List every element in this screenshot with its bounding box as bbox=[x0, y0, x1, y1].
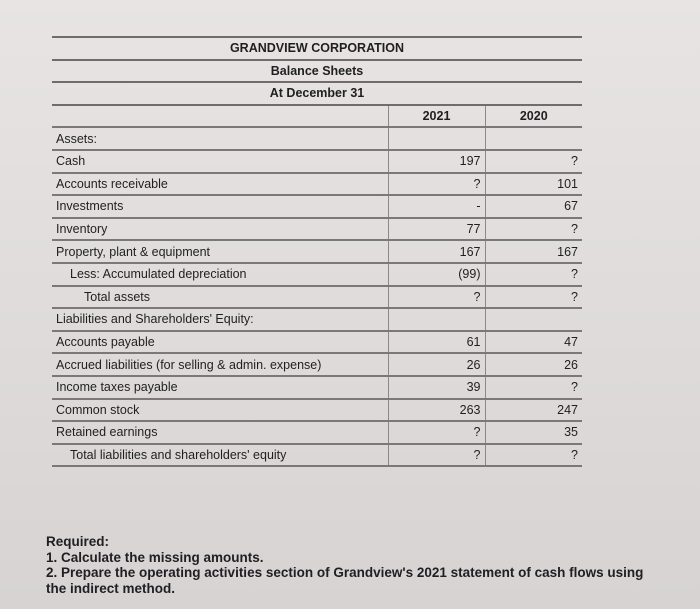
row-label-common-stock: Common stock bbox=[52, 399, 388, 422]
table-row bbox=[52, 286, 582, 309]
required-item-2: 2. Prepare the operating activities section of Grandview's 2021 statement of cash flows using the indirect method. bbox=[46, 565, 644, 596]
table-row bbox=[52, 421, 582, 444]
row-label-total-assets: Total assets bbox=[52, 286, 388, 309]
row-label-income-taxes-payable: Income taxes payable bbox=[52, 376, 388, 399]
column-header-2020: 2020 bbox=[485, 105, 582, 128]
row-label-total-liabilities-equity: Total liabilities and shareholders' equity bbox=[52, 444, 388, 467]
value-2021: - bbox=[388, 195, 485, 218]
statement-row bbox=[52, 60, 582, 83]
value-2021: 61 bbox=[388, 331, 485, 354]
value-2020: ? bbox=[485, 150, 582, 173]
value-2020: 47 bbox=[485, 331, 582, 354]
value-2020: ? bbox=[485, 444, 582, 467]
row-label-accounts-payable: Accounts payable bbox=[52, 331, 388, 354]
year-header-row bbox=[52, 105, 582, 128]
required-section bbox=[46, 534, 666, 596]
table-row bbox=[52, 399, 582, 422]
table-row bbox=[52, 173, 582, 196]
column-header-2021: 2021 bbox=[388, 105, 485, 128]
row-label-inventory: Inventory bbox=[52, 218, 388, 241]
value-2020: 67 bbox=[485, 195, 582, 218]
row-label-cash: Cash bbox=[52, 150, 388, 173]
value-2021: ? bbox=[388, 444, 485, 467]
table-row bbox=[52, 444, 582, 467]
table-row bbox=[52, 195, 582, 218]
table-row bbox=[52, 218, 582, 241]
company-name: GRANDVIEW CORPORATION bbox=[52, 37, 582, 60]
value-2021: 197 bbox=[388, 150, 485, 173]
row-label-investments: Investments bbox=[52, 195, 388, 218]
value-2020: 35 bbox=[485, 421, 582, 444]
date-row bbox=[52, 82, 582, 105]
statement-date: At December 31 bbox=[52, 82, 582, 105]
table-row bbox=[52, 240, 582, 263]
required-item-1: 1. Calculate the missing amounts. bbox=[46, 549, 264, 565]
balance-sheet-table bbox=[52, 36, 582, 467]
row-label-accrued-liabilities: Accrued liabilities (for selling & admin. expense) bbox=[52, 353, 388, 376]
value-2020: ? bbox=[485, 286, 582, 309]
value-2021: 26 bbox=[388, 353, 485, 376]
statement-title: Balance Sheets bbox=[52, 60, 582, 83]
row-label-assets: Assets: bbox=[52, 127, 388, 150]
table-row bbox=[52, 127, 582, 150]
value-2021: ? bbox=[388, 286, 485, 309]
table-row bbox=[52, 353, 582, 376]
table-row bbox=[52, 376, 582, 399]
table-row bbox=[52, 331, 582, 354]
required-title: Required: bbox=[46, 534, 110, 549]
table-row bbox=[52, 150, 582, 173]
value-2021: ? bbox=[388, 421, 485, 444]
value-2020 bbox=[485, 127, 582, 150]
row-label-retained-earnings: Retained earnings bbox=[52, 421, 388, 444]
value-2021: (99) bbox=[388, 263, 485, 286]
row-label-accounts-receivable: Accounts receivable bbox=[52, 173, 388, 196]
value-2021: 39 bbox=[388, 376, 485, 399]
value-2021: 263 bbox=[388, 399, 485, 422]
value-2021: 77 bbox=[388, 218, 485, 241]
row-label-accumulated-depreciation: Less: Accumulated depreciation bbox=[52, 263, 388, 286]
value-2020: 247 bbox=[485, 399, 582, 422]
row-label-liabilities-equity: Liabilities and Shareholders' Equity: bbox=[52, 308, 388, 331]
value-2020: 101 bbox=[485, 173, 582, 196]
value-2021 bbox=[388, 308, 485, 331]
table-row bbox=[52, 308, 582, 331]
value-2020 bbox=[485, 308, 582, 331]
table-row bbox=[52, 263, 582, 286]
value-2020: ? bbox=[485, 376, 582, 399]
value-2020: ? bbox=[485, 218, 582, 241]
value-2020: 26 bbox=[485, 353, 582, 376]
company-row bbox=[52, 37, 582, 60]
value-2020: 167 bbox=[485, 240, 582, 263]
value-2020: ? bbox=[485, 263, 582, 286]
value-2021 bbox=[388, 127, 485, 150]
value-2021: ? bbox=[388, 173, 485, 196]
row-label-ppe: Property, plant & equipment bbox=[52, 240, 388, 263]
value-2021: 167 bbox=[388, 240, 485, 263]
